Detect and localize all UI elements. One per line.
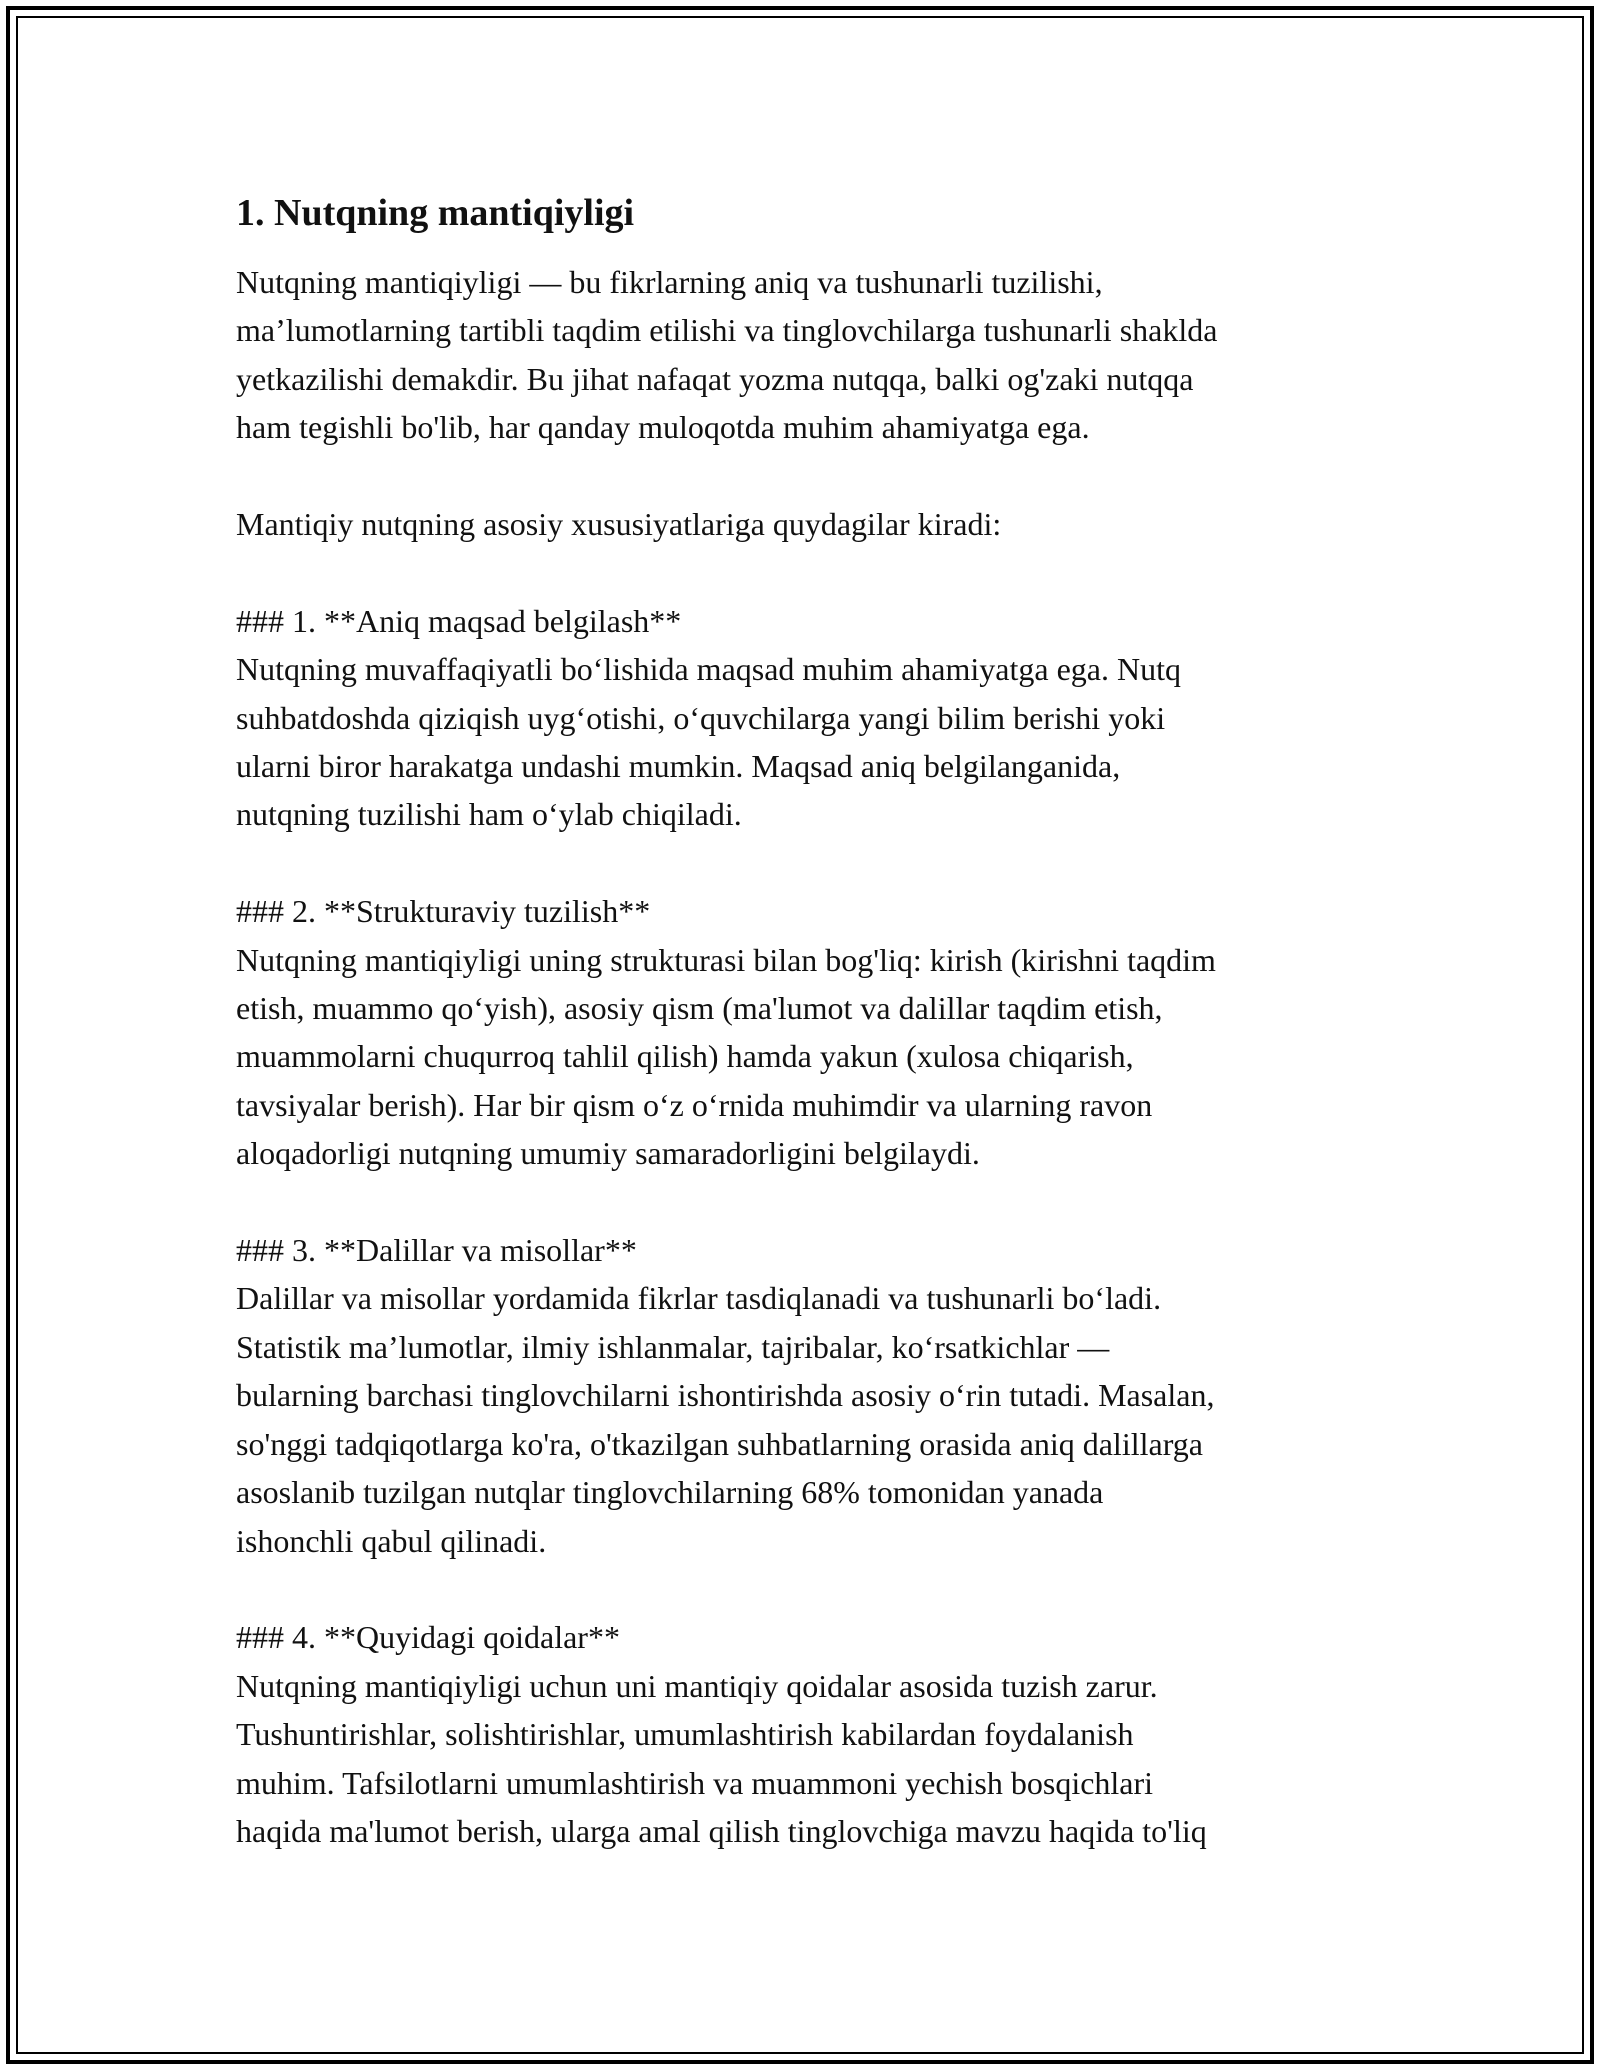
text-line: muhim. Tafsilotlarni umumlashtirish va muammoni yechish bosqichlari (236, 1764, 1154, 1801)
document-title: 1. Nutqning mantiqiyligi (236, 192, 635, 234)
text-line: Nutqning muvaffaqiyatli boʻlishida maqsad muhim ahamiyatga ega. Nutq (236, 651, 1181, 688)
text-line: tavsiyalar berish). Har bir qism oʻz oʻrnida muhimdir va ularning ravon (236, 1086, 1153, 1123)
section-2 (236, 887, 1376, 1177)
paragraph-gap (236, 452, 1376, 500)
text-line: etish, muammo qoʻyish), asosiy qism (ma'lumot va dalillar taqdim etish, (236, 990, 1163, 1027)
text-line: Nutqning mantiqiyligi uchun uni mantiqiy qoidalar asosida tuzish zarur. (236, 1667, 1158, 1704)
section-1 (236, 597, 1376, 839)
section-heading: ### 4. **Quyidagi qoidalar** (236, 1619, 620, 1656)
text-line: muammolarni chuqurroq tahlil qilish) hamda yakun (xulosa chiqarish, (236, 1038, 1134, 1075)
section-3 (236, 1226, 1376, 1565)
paragraph-gap (236, 1178, 1376, 1226)
section-heading: ### 2. **Strukturaviy tuzilish** (236, 893, 651, 930)
lead-sentence: Mantiqiy nutqning asosiy xususiyatlariga quydagilar kiradi: (236, 506, 1002, 543)
text-line: Nutqning mantiqiyligi — bu fikrlarning aniq va tushunarli tuzilishi, (236, 264, 1103, 300)
text-line: nutqning tuzilishi ham oʻylab chiqiladi. (236, 796, 742, 833)
section-heading: ### 3. **Dalillar va misollar** (236, 1232, 637, 1269)
text-line: haqida ma'lumot berish, ularga amal qilish tinglovchiga mavzu haqida to'liq (236, 1812, 1207, 1849)
text-line: ma’lumotlarning tartibli taqdim etilishi va tinglovchilarga tushunarli shaklda (236, 312, 1218, 349)
text-line: asoslanib tuzilgan nutqlar tinglovchilarning 68% tomonidan yanada (236, 1474, 1104, 1511)
text-line: aloqadorligi nutqning umumiy samaradorligini belgilaydi. (236, 1135, 980, 1172)
section-4 (236, 1613, 1376, 1855)
paragraph-gap (236, 839, 1376, 887)
text-line: yetkazilishi demakdir. Bu jihat nafaqat yozma nutqqa, balki og'zaki nutqqa (236, 360, 1194, 397)
text-line: bularning barchasi tinglovchilarni ishontirishda asosiy oʻrin tutadi. Masalan, (236, 1377, 1215, 1414)
document-body (236, 186, 1376, 1855)
text-line: Statistik ma’lumotlar, ilmiy ishlanmalar, tajribalar, koʻrsatkichlar — (236, 1328, 1110, 1365)
text-line: so'nggi tadqiqotlarga ko'ra, o'tkazilgan suhbatlarning orasida aniq dalillarga (236, 1425, 1203, 1462)
text-line: ishonchli qabul qilinadi. (236, 1522, 547, 1559)
text-line: Tushuntirishlar, solishtirishlar, umumlashtirish kabilardan foydalanish (236, 1716, 1134, 1753)
text-line: Nutqning mantiqiyligi uning strukturasi bilan bog'liq: kirish (kirishni taqdim (236, 941, 1216, 978)
text-line: Dalillar va misollar yordamida fikrlar tasdiqlanadi va tushunarli boʻladi. (236, 1280, 1162, 1317)
paragraph-gap (236, 548, 1376, 596)
text-line: suhbatdoshda qiziqish uygʻotishi, oʻquvchilarga yangi bilim berishi yoki (236, 699, 1166, 736)
paragraph-gap (236, 1565, 1376, 1613)
intro-paragraph (236, 258, 1376, 452)
text-line: ham tegishli bo'lib, har qanday muloqotda muhim ahamiyatga ega. (236, 409, 1090, 446)
text-line: ularni biror harakatga undashi mumkin. Maqsad aniq belgilanganida, (236, 748, 1121, 785)
section-heading: ### 1. **Aniq maqsad belgilash** (236, 602, 682, 639)
